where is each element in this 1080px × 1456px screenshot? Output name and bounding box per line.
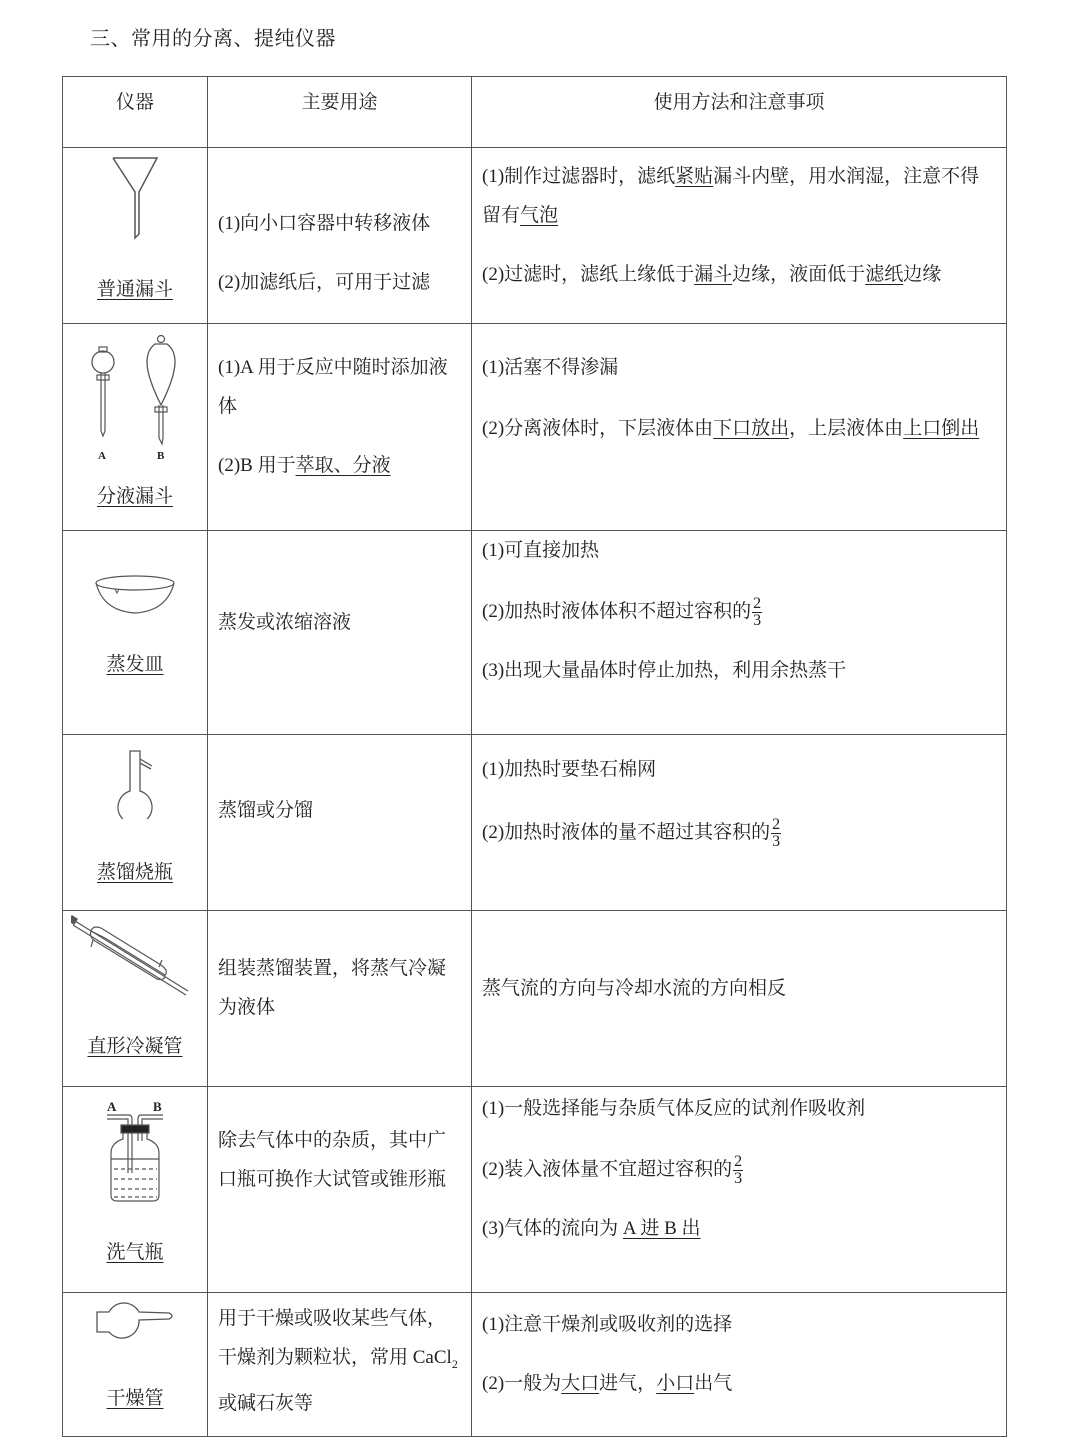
instrument-name: 蒸馏烧瓶 [96, 862, 173, 883]
use-item: (1)向小口容器中转移液体 [218, 213, 431, 234]
uses-cell [208, 1293, 472, 1437]
fraction-two-thirds: $\frac{2}{3}$ [753, 595, 762, 630]
svg-text:A: A [107, 1099, 117, 1114]
note-item: (2)一般为大口进气，小口出气 [482, 1373, 733, 1394]
funnel-icon [105, 156, 165, 240]
fraction-two-thirds: $\frac{2}{3}$ [772, 816, 781, 851]
uses-cell [208, 324, 472, 531]
table-row [63, 735, 1007, 911]
table-row [63, 1293, 1007, 1437]
note-item: (3)气体的流向为 A 进 B 出 [482, 1218, 701, 1239]
use-item: 用于干燥或吸收某些气体，干燥剂为颗粒状，常用 CaCl$_2$或碱石灰等 [218, 1308, 458, 1414]
uses-cell [208, 1087, 472, 1293]
note-item: 蒸气流的方向与冷却水流的方向相反 [482, 978, 787, 999]
note-item: (2)装入液体量不宜超过容积的 $\frac{2}{3}$ [482, 1153, 743, 1188]
notes-cell [472, 531, 1007, 735]
note-item: (1)注意干燥剂或吸收剂的选择 [482, 1314, 733, 1335]
svg-text:B: B [153, 1099, 162, 1114]
instrument-name: 干燥管 [106, 1388, 164, 1409]
notes-cell [472, 735, 1007, 911]
uses-cell [208, 148, 472, 324]
fraction-two-thirds: $\frac{2}{3}$ [734, 1153, 743, 1188]
notes-cell [472, 1293, 1007, 1437]
note-item: (2)过滤时，滤纸上缘低于漏斗边缘，液面低于滤纸边缘 [482, 264, 942, 285]
distilling-flask-icon [110, 747, 160, 819]
header-instrument: 仪器 [63, 77, 208, 148]
evaporating-dish-icon [93, 571, 177, 621]
use-item: (2)加滤纸后，可用于过滤 [218, 272, 431, 293]
note-item: (2)分离液体时，下层液体由下口放出，上层液体由上口倒出 [482, 418, 980, 439]
table-row [63, 148, 1007, 324]
svg-text:A: A [98, 450, 106, 462]
instrument-cell [63, 1293, 208, 1437]
table-row [63, 1087, 1007, 1293]
instrument-table [62, 76, 1007, 1437]
note-item: (2)加热时液体的量不超过其容积的 $\frac{2}{3}$ [482, 816, 781, 851]
note-item: (1)可直接加热 [482, 540, 600, 561]
notes-cell [472, 148, 1007, 324]
note-item: (1)一般选择能与杂质气体反应的试剂作吸收剂 [482, 1098, 866, 1119]
drying-tube-icon [95, 1301, 175, 1343]
instrument-name: 分液漏斗 [96, 486, 173, 507]
instrument-name: 洗气瓶 [106, 1242, 164, 1263]
note-item: (2)加热时液体体积不超过容积的 $\frac{2}{3}$ [482, 595, 762, 630]
instrument-cell [63, 324, 208, 531]
instrument-name: 普通漏斗 [96, 279, 173, 300]
table-header-row [63, 77, 1007, 148]
use-item: 蒸馏或分馏 [218, 800, 314, 821]
note-item: (1)加热时要垫石棉网 [482, 759, 657, 780]
instrument-cell [63, 911, 208, 1087]
gas-washing-bottle-icon [105, 1097, 165, 1205]
use-item: (1)A 用于反应中随时添加液体 [218, 357, 448, 417]
svg-text:B: B [157, 450, 165, 462]
section-title: 三、常用的分离、提纯仪器 [90, 26, 336, 50]
note-item: (3)出现大量晶体时停止加热，利用余热蒸干 [482, 660, 847, 681]
instrument-cell [63, 735, 208, 911]
header-notes: 使用方法和注意事项 [472, 77, 1007, 148]
instrument-cell [63, 1087, 208, 1293]
uses-cell [208, 735, 472, 911]
condenser-icon [71, 915, 196, 999]
header-uses: 主要用途 [208, 77, 472, 148]
table-row [63, 324, 1007, 531]
notes-cell [472, 911, 1007, 1087]
table-row [63, 531, 1007, 735]
instrument-name: 直形冷凝管 [87, 1036, 183, 1057]
note-item: (1)活塞不得渗漏 [482, 357, 619, 378]
use-item: 组装蒸馏装置，将蒸气冷凝为液体 [218, 958, 447, 1018]
instrument-cell [63, 148, 208, 324]
notes-cell [472, 1087, 1007, 1293]
separatory-funnel-icon [85, 332, 185, 462]
uses-cell [208, 531, 472, 735]
table-row [63, 911, 1007, 1087]
use-item: 蒸发或浓缩溶液 [218, 612, 352, 633]
uses-cell [208, 911, 472, 1087]
use-item: (2)B 用于萃取、分液 [218, 455, 391, 476]
instrument-name: 蒸发皿 [106, 654, 164, 675]
use-item: 除去气体中的杂质，其中广口瓶可换作大试管或锥形瓶 [218, 1130, 447, 1190]
note-item: (1)制作过滤器时，滤纸紧贴漏斗内壁，用水润湿，注意不得留有气泡 [482, 166, 980, 226]
instrument-cell [63, 531, 208, 735]
notes-cell [472, 324, 1007, 531]
